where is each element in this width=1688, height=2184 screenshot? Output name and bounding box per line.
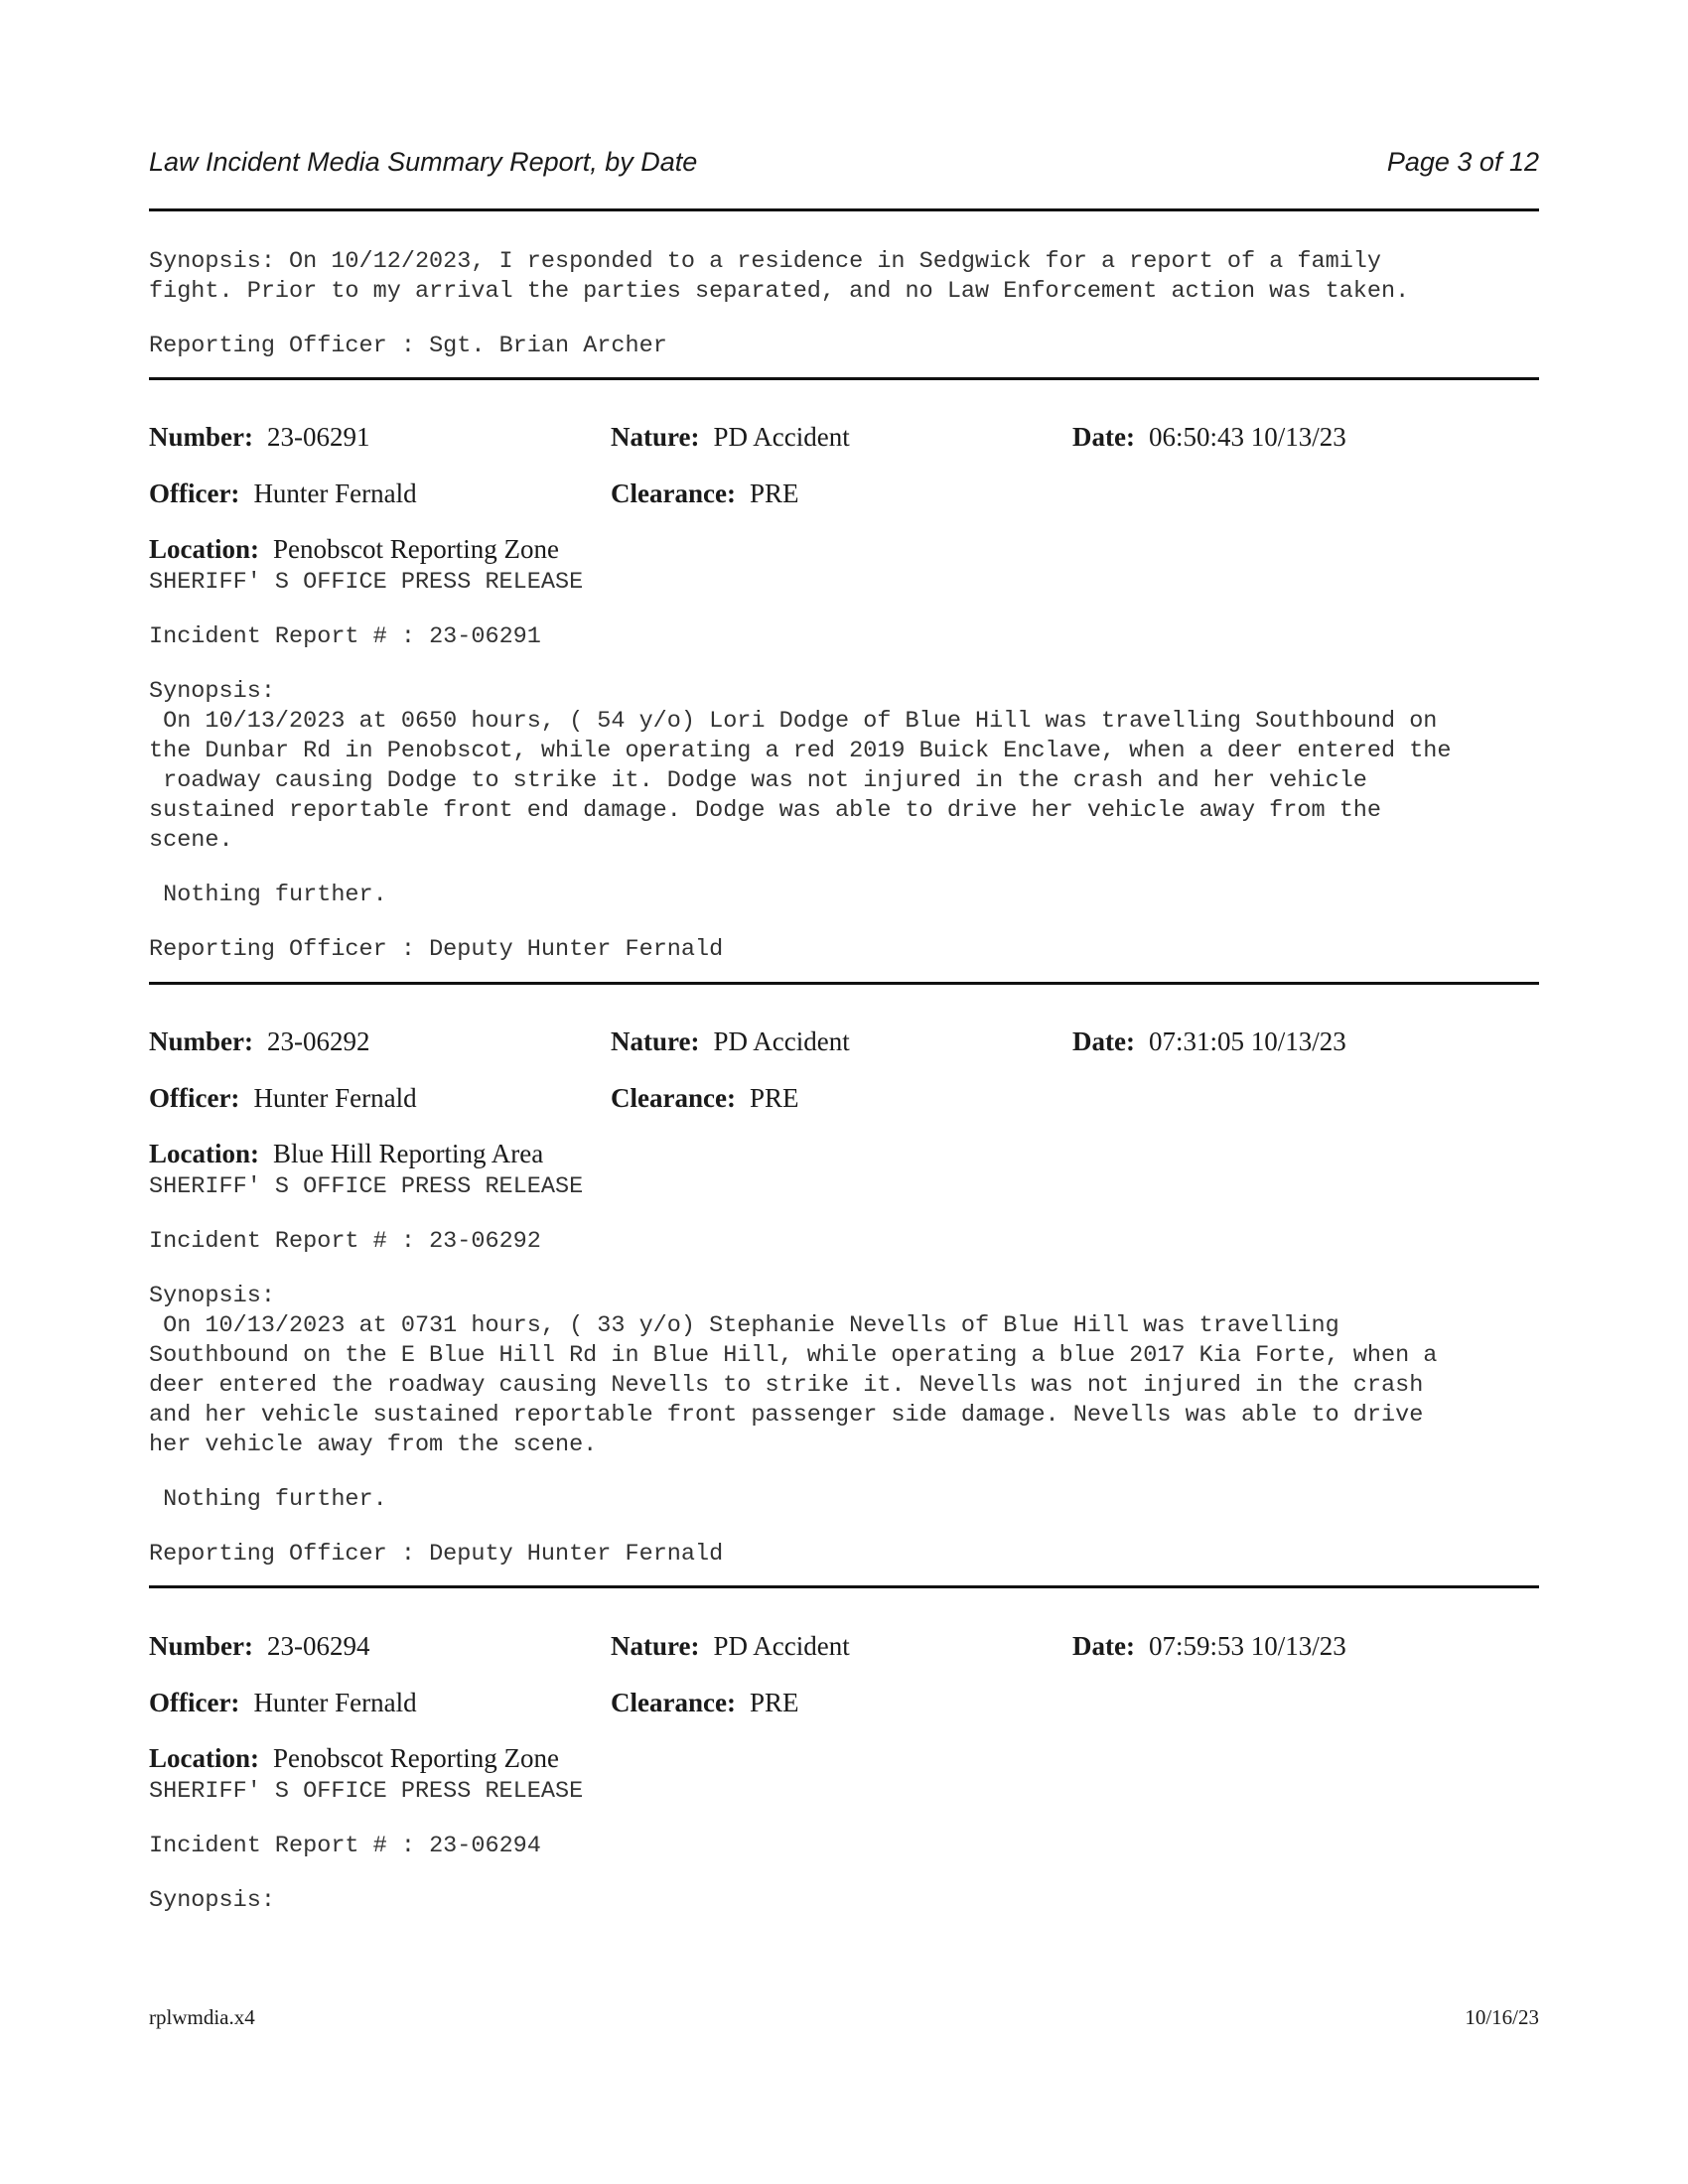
incident-date	[1072, 1631, 1346, 1662]
officer-value: Hunter Fernald	[253, 478, 417, 508]
location-value: Penobscot Reporting Zone	[273, 1743, 559, 1773]
incident-date	[1072, 1026, 1346, 1057]
synopsis-line-5: scene.	[149, 827, 233, 854]
number-label: Number:	[149, 1026, 253, 1056]
date-value: 07:59:53 10/13/23	[1148, 1631, 1346, 1661]
synopsis-label: Synopsis:	[149, 1283, 275, 1309]
date-value: 07:31:05 10/13/23	[1148, 1026, 1346, 1056]
carryover-reporting-officer	[149, 332, 667, 361]
synopsis-line-2: Southbound on the E Blue Hill Rd in Blue Hill, while operating a blue 2017 Kia Forte, when a	[149, 1342, 1438, 1369]
report-title: Law Incident Media Summary Report, by Date	[149, 147, 698, 177]
incident-clearance	[611, 478, 798, 509]
incident-number	[149, 1631, 369, 1662]
incident-officer	[149, 478, 417, 509]
number-value: 23-06294	[266, 1631, 370, 1661]
incident-separator-rule	[149, 982, 1539, 985]
footer-report-code: rplwmdia.x4	[149, 2005, 255, 2029]
incident-location	[149, 1743, 559, 1774]
location-label: Location:	[149, 534, 259, 564]
reporting-officer-label: Reporting Officer :	[149, 1541, 415, 1568]
incident-officer	[149, 1688, 417, 1718]
incident-location	[149, 534, 559, 565]
incident-date	[1072, 422, 1346, 453]
nature-label: Nature:	[611, 1631, 700, 1661]
report-page	[149, 0, 1539, 2184]
carryover-synopsis-line-1: Synopsis: On 10/12/2023, I responded to a residence in Sedgwick for a report of a family	[149, 248, 1382, 275]
incident-number	[149, 1026, 369, 1057]
nature-label: Nature:	[611, 1026, 700, 1056]
date-value: 06:50:43 10/13/23	[1148, 422, 1346, 452]
press-release-line: SHERIFF' S OFFICE PRESS RELEASE	[149, 569, 584, 596]
clearance-label: Clearance:	[611, 1688, 736, 1717]
incident-report-line	[149, 1832, 541, 1861]
footer-print-date: 10/16/23	[1465, 2005, 1539, 2029]
date-label: Date:	[1072, 1631, 1135, 1661]
location-value: Blue Hill Reporting Area	[273, 1139, 544, 1168]
synopsis-line-1: On 10/13/2023 at 0731 hours, ( 33 y/o) Stephanie Nevells of Blue Hill was travelling	[149, 1312, 1339, 1339]
reporting-officer-line	[149, 1540, 723, 1570]
carryover-synopsis-line-2: fight. Prior to my arrival the parties separated, and no Law Enforcement action was taken.	[149, 278, 1410, 305]
incident-officer	[149, 1083, 417, 1114]
synopsis-line-3: roadway causing Dodge to strike it. Dodge was not injured in the crash and her vehicle	[149, 767, 1367, 794]
date-label: Date:	[1072, 422, 1135, 452]
incident-number	[149, 422, 369, 453]
nothing-further: Nothing further.	[149, 882, 387, 908]
clearance-value: PRE	[749, 1083, 799, 1113]
reporting-officer-value: Sgt. Brian Archer	[429, 333, 667, 359]
synopsis-line-2: the Dunbar Rd in Penobscot, while operating a red 2019 Buick Enclave, when a deer entered the	[149, 738, 1452, 764]
page-number: Page 3 of 12	[1386, 147, 1539, 177]
incident-report-label: Incident Report # :	[149, 1228, 415, 1255]
synopsis-label: Synopsis:	[149, 678, 275, 705]
reporting-officer-label: Reporting Officer :	[149, 936, 415, 963]
location-value: Penobscot Reporting Zone	[273, 534, 559, 564]
synopsis-line-4: sustained reportable front end damage. Dodge was able to drive her vehicle away from the	[149, 797, 1382, 824]
nature-label: Nature:	[611, 422, 700, 452]
incident-report-label: Incident Report # :	[149, 1833, 415, 1859]
synopsis-line-5: her vehicle away from the scene.	[149, 1432, 598, 1458]
officer-label: Officer:	[149, 478, 240, 508]
incident-report-line	[149, 1227, 541, 1257]
reporting-officer-value: Deputy Hunter Fernald	[429, 936, 724, 963]
synopsis-label: Synopsis:	[149, 1887, 275, 1914]
incident-report-value: 23-06294	[429, 1833, 541, 1859]
clearance-value: PRE	[749, 1688, 799, 1717]
nature-value: PD Accident	[713, 1631, 850, 1661]
reporting-officer-value: Deputy Hunter Fernald	[429, 1541, 724, 1568]
synopsis-line-4: and her vehicle sustained reportable front passenger side damage. Nevells was able to drive	[149, 1402, 1424, 1429]
clearance-label: Clearance:	[611, 1083, 736, 1113]
nothing-further: Nothing further.	[149, 1486, 387, 1513]
synopsis-line-1: On 10/13/2023 at 0650 hours, ( 54 y/o) Lori Dodge of Blue Hill was travelling Southbound on	[149, 708, 1438, 735]
incident-report-value: 23-06292	[429, 1228, 541, 1255]
officer-label: Officer:	[149, 1688, 240, 1717]
incident-separator-rule	[149, 377, 1539, 380]
reporting-officer-label: Reporting Officer :	[149, 333, 415, 359]
synopsis-line-3: deer entered the roadway causing Nevells to strike it. Nevells was not injured in the crash	[149, 1372, 1424, 1399]
location-label: Location:	[149, 1139, 259, 1168]
date-label: Date:	[1072, 1026, 1135, 1056]
nature-value: PD Accident	[713, 1026, 850, 1056]
incident-nature	[611, 1631, 850, 1662]
incident-clearance	[611, 1688, 798, 1718]
incident-report-value: 23-06291	[429, 623, 541, 650]
incident-location	[149, 1139, 543, 1169]
incident-nature	[611, 422, 850, 453]
incident-report-label: Incident Report # :	[149, 623, 415, 650]
incident-report-line	[149, 622, 541, 652]
officer-label: Officer:	[149, 1083, 240, 1113]
press-release-line: SHERIFF' S OFFICE PRESS RELEASE	[149, 1778, 584, 1805]
incident-nature	[611, 1026, 850, 1057]
location-label: Location:	[149, 1743, 259, 1773]
officer-value: Hunter Fernald	[253, 1688, 417, 1717]
press-release-line: SHERIFF' S OFFICE PRESS RELEASE	[149, 1173, 584, 1200]
nature-value: PD Accident	[713, 422, 850, 452]
clearance-label: Clearance:	[611, 478, 736, 508]
number-value: 23-06291	[266, 422, 370, 452]
incident-clearance	[611, 1083, 798, 1114]
number-label: Number:	[149, 422, 253, 452]
officer-value: Hunter Fernald	[253, 1083, 417, 1113]
number-value: 23-06292	[266, 1026, 370, 1056]
header-rule	[149, 208, 1539, 211]
number-label: Number:	[149, 1631, 253, 1661]
reporting-officer-line	[149, 935, 723, 965]
clearance-value: PRE	[749, 478, 799, 508]
incident-separator-rule	[149, 1585, 1539, 1588]
